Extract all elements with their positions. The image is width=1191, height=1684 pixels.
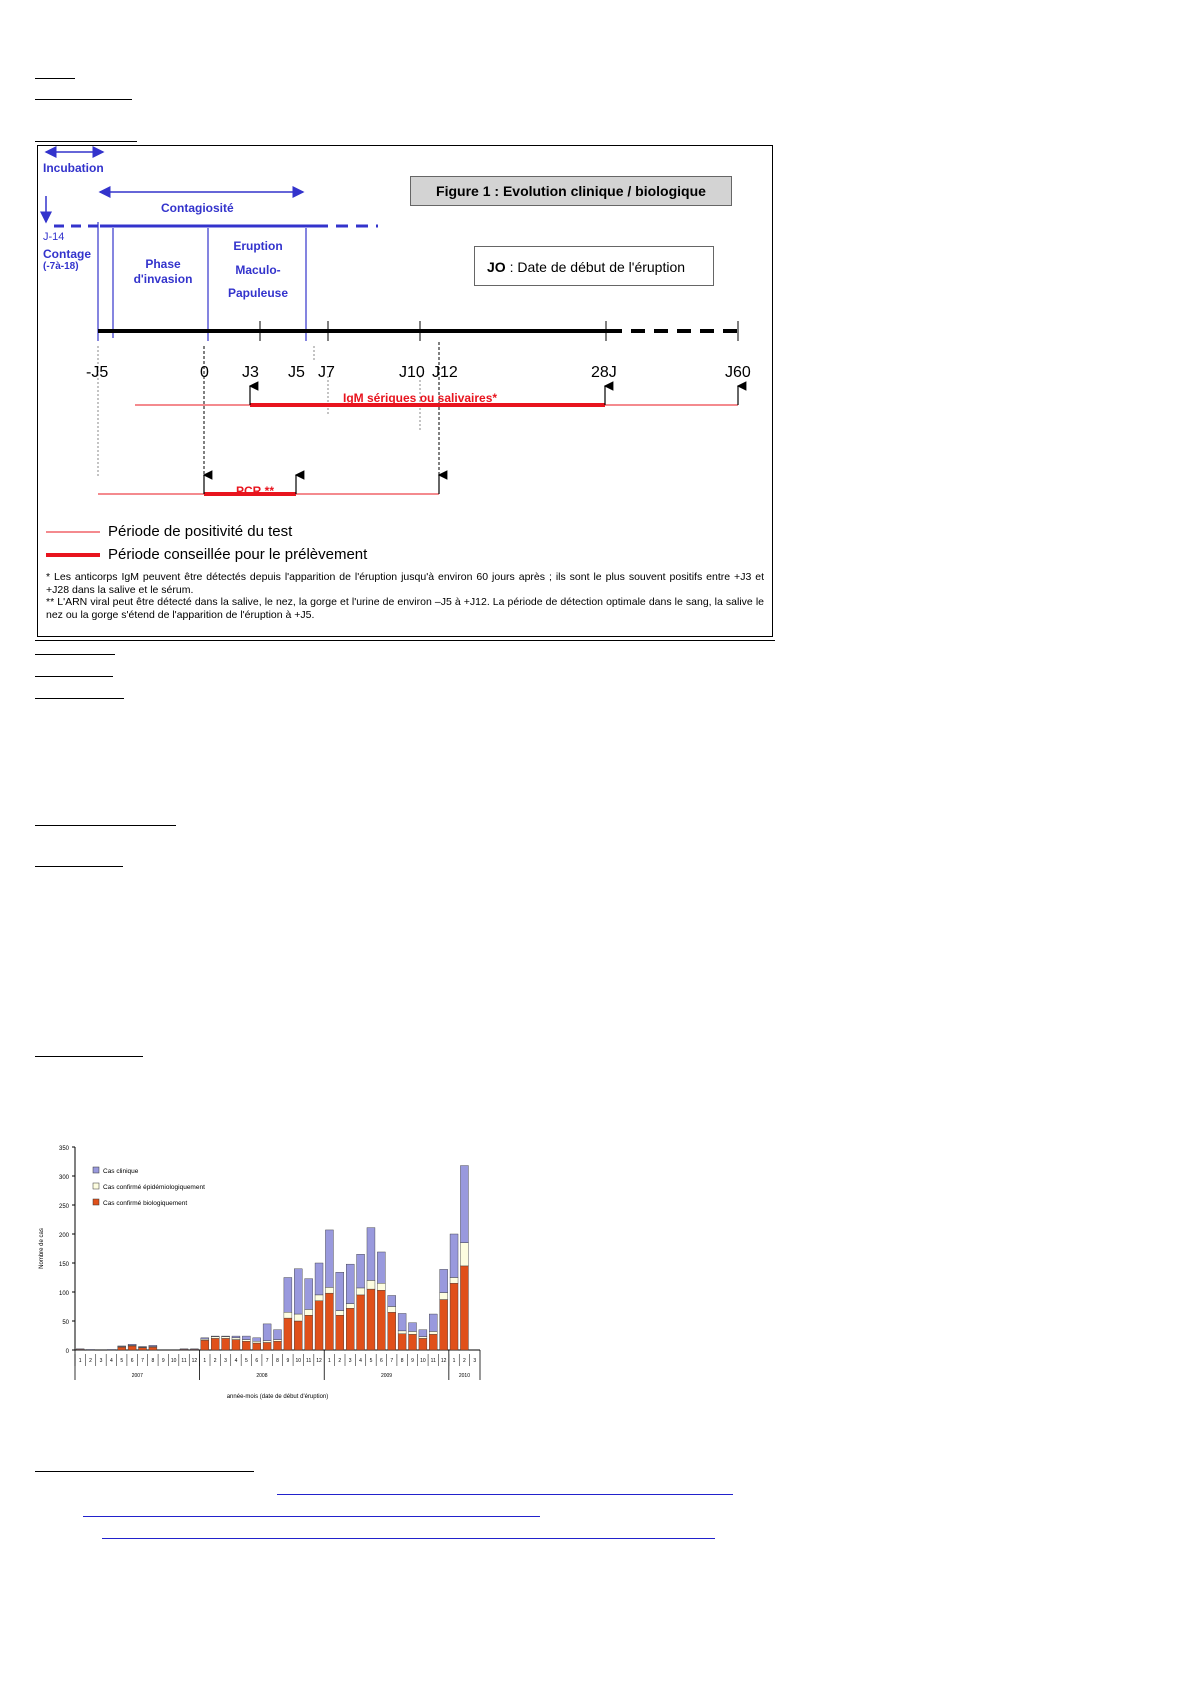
bar-segment xyxy=(377,1283,385,1290)
pcr-label: PCR ** xyxy=(236,484,275,498)
incubation-label: Incubation xyxy=(43,161,104,175)
bar-segment xyxy=(211,1337,219,1339)
tick-label: J7 xyxy=(318,364,335,381)
tick-label: -J5 xyxy=(86,364,109,381)
y-tick-label: 150 xyxy=(58,1262,69,1268)
bar-segment xyxy=(346,1304,354,1309)
x-tick-label: 1 xyxy=(203,1358,207,1364)
tick-label: J60 xyxy=(725,364,751,381)
bar-segment xyxy=(294,1314,302,1321)
bar-segment xyxy=(398,1313,406,1330)
x-tick-label: 3 xyxy=(348,1358,352,1364)
x-tick-label: 12 xyxy=(191,1358,198,1364)
figure-clinical-biological-evolution xyxy=(37,145,773,637)
bar-segment xyxy=(305,1309,313,1315)
bar-segment xyxy=(305,1315,313,1350)
year-label: 2010 xyxy=(458,1373,470,1379)
legend-swatch xyxy=(93,1167,99,1173)
bar-segment xyxy=(419,1337,427,1339)
bar-segment xyxy=(440,1269,448,1292)
x-tick-label: 12 xyxy=(316,1358,322,1364)
bar-segment xyxy=(118,1347,126,1350)
bar-segment xyxy=(274,1330,282,1340)
x-tick-label: 12 xyxy=(440,1358,447,1364)
x-tick-label: 10 xyxy=(295,1358,302,1364)
bar-segment xyxy=(357,1288,365,1295)
bar-segment xyxy=(388,1295,396,1306)
figure-title: Figure 1 : Evolution clinique / biologique xyxy=(410,176,732,206)
bar-segment xyxy=(263,1341,271,1343)
bar-segment xyxy=(139,1348,147,1350)
bar-segment xyxy=(460,1243,468,1266)
bar-segment xyxy=(242,1340,250,1342)
bar-segment xyxy=(336,1311,344,1316)
heading-rule-9 xyxy=(35,1056,143,1057)
heading-rule-6 xyxy=(35,698,124,699)
bar-segment xyxy=(284,1318,292,1350)
bar-segment xyxy=(346,1264,354,1303)
bar-segment xyxy=(128,1346,136,1350)
year-label: 2008 xyxy=(256,1373,268,1379)
bar-segment xyxy=(180,1349,188,1350)
reference-link-2[interactable] xyxy=(83,1516,540,1517)
tick-label: 28J xyxy=(591,364,617,381)
x-tick-label: 1 xyxy=(328,1358,331,1364)
legend-swatch xyxy=(93,1199,99,1205)
x-tick-label: 8 xyxy=(151,1358,155,1364)
bar-segment xyxy=(139,1347,147,1348)
phase-label-line1: Phase xyxy=(145,257,181,271)
bar-segment xyxy=(253,1338,261,1341)
bar-segment xyxy=(87,1349,95,1350)
bar-segment xyxy=(190,1349,198,1350)
y-tick-label: 300 xyxy=(58,1175,69,1181)
x-tick-label: 6 xyxy=(255,1358,259,1364)
x-tick-label: 1 xyxy=(452,1358,456,1364)
x-axis-label: année-mois (date de début d'éruption) xyxy=(226,1394,329,1400)
y-tick-label: 350 xyxy=(58,1146,69,1152)
bar-segment xyxy=(222,1337,230,1339)
bar-segment xyxy=(440,1300,448,1350)
y-tick-label: 0 xyxy=(65,1349,69,1355)
legend-thick-text: Période conseillée pour le prélèvement xyxy=(108,546,368,563)
heading-rule-2 xyxy=(35,99,132,100)
bar-segment xyxy=(149,1347,157,1350)
x-tick-label: 5 xyxy=(120,1358,124,1364)
bar-segment xyxy=(274,1341,282,1350)
figure-bottom-rule xyxy=(35,640,775,641)
y-tick-label: 50 xyxy=(62,1320,69,1326)
measles-cases-chart xyxy=(35,1135,530,1455)
tick-label: J12 xyxy=(432,364,458,381)
x-tick-label: 11 xyxy=(181,1358,187,1364)
bar-segment xyxy=(263,1324,271,1341)
heading-rule-7 xyxy=(35,825,176,826)
bar-segment xyxy=(398,1334,406,1350)
x-tick-label: 5 xyxy=(244,1358,248,1364)
heading-rule-1 xyxy=(35,78,75,79)
bar-segment xyxy=(409,1334,417,1350)
bar-segment xyxy=(460,1266,468,1350)
x-tick-label: 11 xyxy=(430,1358,436,1364)
note-igm: * Les anticorps IgM peuvent être détectés depuis l'apparition de l'éruption jusqu'à environ 60 jours après ; ils sont le plus souvent positifs entre +J3 et +J28 dans la salive et le sérum. xyxy=(46,571,764,596)
jo-key: JO xyxy=(487,259,506,275)
x-tick-label: 11 xyxy=(306,1358,312,1364)
x-tick-label: 2 xyxy=(338,1358,342,1364)
legend-label: Cas clinique xyxy=(103,1168,139,1175)
heading-rule-10 xyxy=(35,1471,254,1472)
bar-segment xyxy=(398,1331,406,1334)
x-tick-label: 1 xyxy=(78,1358,82,1364)
bar-segment xyxy=(440,1293,448,1300)
bar-segment xyxy=(377,1252,385,1283)
x-tick-label: 4 xyxy=(109,1358,113,1364)
x-tick-label: 6 xyxy=(130,1358,134,1364)
bar-segment xyxy=(325,1230,333,1287)
bar-segment xyxy=(128,1344,136,1345)
contagiosite-label: Contagiosité xyxy=(161,201,234,215)
y-tick-label: 250 xyxy=(58,1204,69,1210)
legend-label: Cas confirmé biologiquement xyxy=(103,1200,188,1207)
bar-segment xyxy=(294,1321,302,1350)
reference-link-1[interactable] xyxy=(277,1494,733,1495)
bar-segment xyxy=(107,1349,115,1350)
bar-segment xyxy=(284,1278,292,1313)
legend-label: Cas confirmé épidémiologiquement xyxy=(103,1184,205,1191)
x-tick-label: 3 xyxy=(473,1358,477,1364)
phase-label-line2: d'invasion xyxy=(133,272,193,286)
bar-segment xyxy=(232,1340,240,1350)
note-arn: ** L'ARN viral peut être détecté dans la salive, le nez, la gorge et l'urine de environ –J5 à +J12. La période de détection optimale dans le sang, la salive le nez ou la gorge s'étend de l'apparition de l'éruption à +J5. xyxy=(46,596,764,621)
bar-segment xyxy=(315,1295,323,1301)
x-tick-label: 8 xyxy=(276,1358,279,1364)
x-tick-label: 9 xyxy=(411,1358,414,1364)
legend-thin-text: Période de positivité du test xyxy=(108,523,293,540)
figure-notes xyxy=(46,571,764,621)
bar-segment xyxy=(242,1341,250,1350)
bar-segment xyxy=(325,1293,333,1350)
bar-segment xyxy=(253,1343,261,1350)
x-tick-label: 6 xyxy=(379,1358,383,1364)
eruption-label-line3: Papuleuse xyxy=(227,286,289,300)
j14-label: J-14 xyxy=(43,231,65,243)
bar-segment xyxy=(263,1342,271,1350)
bar-segment xyxy=(357,1254,365,1288)
bar-segment xyxy=(325,1287,333,1293)
bar-segment xyxy=(76,1349,84,1350)
y-tick-label: 200 xyxy=(58,1233,69,1239)
bar-segment xyxy=(294,1269,302,1314)
bar-segment xyxy=(367,1280,375,1289)
x-tick-label: 2 xyxy=(89,1358,92,1364)
x-tick-label: 2 xyxy=(213,1358,217,1364)
jo-text: : Date de début de l'éruption xyxy=(505,259,686,275)
bar-segment xyxy=(388,1312,396,1350)
bar-segment xyxy=(211,1336,219,1337)
x-tick-label: 5 xyxy=(369,1358,373,1364)
tick-label: J3 xyxy=(242,364,259,381)
bar-segment xyxy=(346,1308,354,1350)
bar-segment xyxy=(211,1338,219,1350)
bar-segment xyxy=(450,1234,458,1278)
legend-swatch xyxy=(93,1183,99,1189)
tick-label: J5 xyxy=(288,364,305,381)
igm-label: IgM sériques ou salivaires* xyxy=(343,391,498,405)
contage-range-label: (-7à-18) xyxy=(43,261,79,272)
year-label: 2007 xyxy=(131,1373,143,1379)
y-tick-label: 100 xyxy=(58,1291,69,1297)
bar-segment xyxy=(305,1279,313,1310)
heading-rule-8 xyxy=(35,866,123,867)
x-tick-label: 10 xyxy=(170,1358,177,1364)
tick-label: J10 xyxy=(399,364,425,381)
bar-segment xyxy=(149,1345,157,1346)
x-tick-label: 7 xyxy=(265,1358,269,1364)
x-tick-label: 3 xyxy=(224,1358,227,1364)
bar-segment xyxy=(450,1283,458,1350)
bar-segment xyxy=(222,1338,230,1350)
bar-segment xyxy=(222,1336,230,1337)
y-axis-label: Nombre de cas xyxy=(39,1228,45,1269)
jo-definition-box xyxy=(474,246,714,286)
x-tick-label: 4 xyxy=(234,1358,238,1364)
bar-segment xyxy=(429,1334,437,1350)
bar-segment xyxy=(429,1331,437,1334)
contage-label: Contage xyxy=(43,247,91,261)
bar-segment xyxy=(274,1340,282,1342)
bar-segment xyxy=(409,1323,417,1332)
x-tick-label: 2 xyxy=(463,1358,466,1364)
x-tick-label: 3 xyxy=(99,1358,103,1364)
x-tick-label: 9 xyxy=(286,1358,290,1364)
bar-segment xyxy=(232,1338,240,1340)
x-tick-label: 9 xyxy=(161,1358,165,1364)
bar-segment xyxy=(284,1312,292,1318)
x-tick-label: 4 xyxy=(359,1358,362,1364)
heading-rule-3 xyxy=(35,141,137,142)
bar-segment xyxy=(315,1263,323,1295)
bar-segment xyxy=(253,1341,261,1343)
bar-segment xyxy=(377,1290,385,1350)
bar-segment xyxy=(201,1340,209,1350)
tick-label: 0 xyxy=(200,364,209,381)
heading-rule-4 xyxy=(35,654,115,655)
bar-segment xyxy=(201,1338,209,1339)
bar-segment xyxy=(242,1336,250,1339)
stacked-bar-chart xyxy=(35,1135,530,1455)
eruption-label-line2: Maculo- xyxy=(235,263,281,277)
bar-segment xyxy=(367,1289,375,1350)
bar-segment xyxy=(118,1346,126,1347)
bar-segment xyxy=(336,1272,344,1310)
bar-segment xyxy=(419,1330,427,1337)
x-tick-label: 8 xyxy=(400,1358,404,1364)
eruption-label-line1: Eruption xyxy=(233,239,283,253)
bar-segment xyxy=(429,1314,437,1331)
bar-segment xyxy=(336,1315,344,1350)
bar-segment xyxy=(388,1307,396,1313)
reference-link-3[interactable] xyxy=(102,1538,715,1539)
heading-rule-5 xyxy=(35,676,113,677)
bar-segment xyxy=(367,1228,375,1281)
x-tick-label: 7 xyxy=(141,1358,144,1364)
bar-segment xyxy=(450,1278,458,1284)
bar-segment xyxy=(409,1331,417,1334)
bar-segment xyxy=(460,1166,468,1243)
bar-segment xyxy=(357,1295,365,1350)
year-label: 2009 xyxy=(380,1373,393,1379)
bar-segment xyxy=(419,1338,427,1350)
x-tick-label: 7 xyxy=(390,1358,394,1364)
bar-segment xyxy=(315,1301,323,1350)
x-tick-label: 10 xyxy=(420,1358,426,1364)
bar-segment xyxy=(232,1336,240,1338)
